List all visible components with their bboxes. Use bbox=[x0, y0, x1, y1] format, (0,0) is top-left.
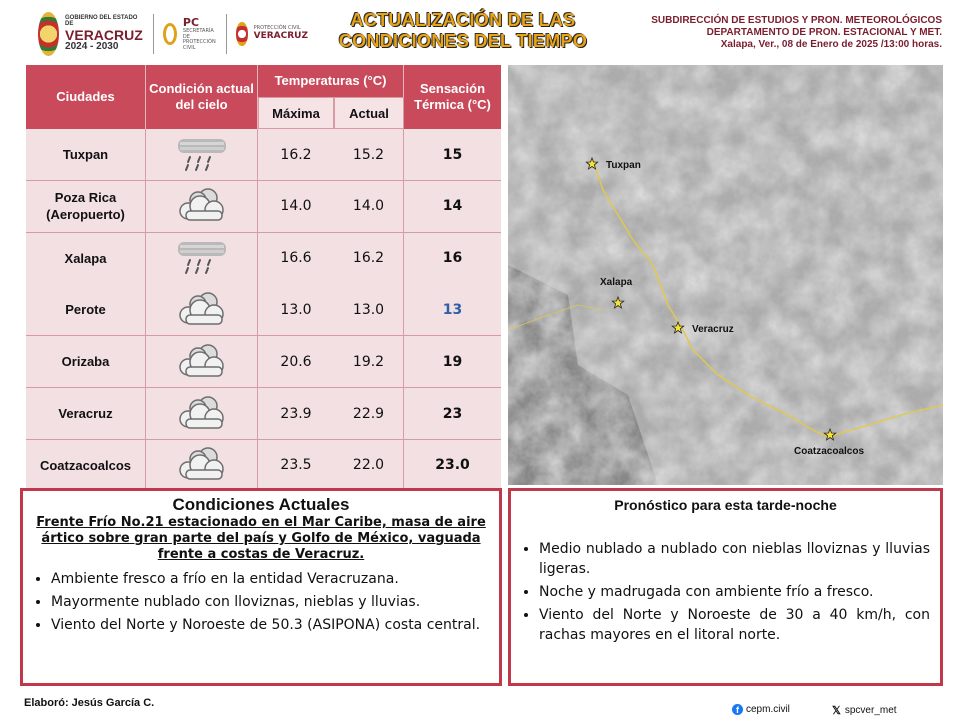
header-condition: Condición actual del cielo bbox=[146, 65, 258, 129]
max-temp: 16.6 bbox=[280, 250, 312, 267]
actual-temp: 16.2 bbox=[334, 233, 404, 284]
sensation-temp: 23.0 bbox=[435, 457, 470, 474]
table-row bbox=[26, 181, 501, 233]
actual-temp: 15.2 bbox=[334, 129, 404, 180]
x-handle: spcver_met bbox=[844, 705, 897, 716]
author-credit: Elaboró: Jesús García C. bbox=[24, 697, 155, 709]
header-max: Máxima bbox=[258, 97, 334, 129]
actual-temp: 22.0 bbox=[334, 440, 404, 491]
x-logo-icon: 𝕏 bbox=[832, 705, 841, 717]
city-name: Perote bbox=[26, 284, 146, 335]
current-summary: Frente Frío No.21 estacionado en el Mar Caribe, masa de aire ártico sobre gran parte del país y Golfo de México, vaguada frente a costas de Veracruz. bbox=[36, 515, 486, 562]
actual-temp: 14.0 bbox=[334, 181, 404, 232]
satellite-image bbox=[508, 65, 943, 485]
current-bullet-2: • Mayormente nublado con lloviznas, nieblas y lluvias. bbox=[51, 592, 489, 612]
pc-sub: SECRETARÍA DE PROTECCIÓN CIVIL bbox=[182, 28, 216, 51]
header-cities: Ciudades bbox=[26, 65, 146, 129]
max-temp: 23.9 bbox=[280, 405, 312, 422]
table-row bbox=[26, 233, 501, 285]
max-temp: 16.2 bbox=[280, 146, 312, 163]
city-name: Xalapa bbox=[26, 233, 146, 284]
gov-state: VERACRUZ bbox=[65, 26, 143, 43]
actual-temp: 19.2 bbox=[334, 336, 404, 387]
sky-condition-cell bbox=[146, 129, 258, 180]
sensation-temp: 13 bbox=[442, 301, 463, 318]
current-title: Condiciones Actuales bbox=[172, 495, 350, 514]
inst-label: PROTECCIÓN CIVIL bbox=[253, 25, 301, 32]
table-row bbox=[26, 388, 501, 440]
cloudy-icon bbox=[172, 290, 232, 330]
table-row bbox=[26, 284, 501, 336]
satellite-map bbox=[508, 65, 943, 485]
pc-label: PC bbox=[182, 15, 200, 29]
header-logos bbox=[38, 8, 308, 60]
current-bullets bbox=[23, 569, 499, 635]
header-actual: Actual bbox=[334, 97, 404, 129]
inst-state: VERACRUZ bbox=[253, 30, 309, 41]
sky-condition-cell bbox=[146, 284, 258, 335]
title-line-1: ACTUALIZACIÓN DE LAS bbox=[350, 10, 576, 30]
cloudy-icon bbox=[172, 342, 232, 382]
sky-condition-cell bbox=[146, 440, 258, 491]
max-temp: 14.0 bbox=[280, 198, 312, 215]
cloudy-icon bbox=[172, 394, 232, 434]
map-city-label: Coatzacoalcos bbox=[794, 446, 865, 457]
map-city-label: Tuxpan bbox=[606, 160, 641, 171]
government-logo-text bbox=[65, 15, 143, 53]
sensation-temp: 19 bbox=[442, 353, 463, 370]
current-bullet-1: • Ambiente fresco a frío en la entidad Veracruzana. bbox=[51, 569, 489, 589]
city-name: Veracruz bbox=[26, 388, 146, 439]
forecast-bullets bbox=[511, 539, 940, 645]
city-name: Poza Rica (Aeropuerto) bbox=[26, 181, 146, 232]
map-city-label: Xalapa bbox=[600, 277, 633, 288]
gov-label: GOBIERNO DEL ESTADO DE bbox=[65, 15, 138, 28]
current-conditions-panel bbox=[20, 488, 502, 686]
facebook-icon: f bbox=[732, 704, 743, 715]
sensation-temp: 23 bbox=[442, 405, 463, 422]
weather-table bbox=[26, 65, 501, 485]
gov-years: 2024 - 2030 bbox=[65, 41, 119, 53]
header-temperatures: Temperaturas (°C) bbox=[258, 65, 404, 97]
civil-protection-icon bbox=[163, 23, 177, 45]
max-temp: 20.6 bbox=[280, 353, 312, 370]
dept-line-1: SUBDIRECCIÓN DE ESTUDIOS Y PRON. METEOROLÓGICOS bbox=[651, 15, 942, 26]
sensation-temp: 16 bbox=[442, 250, 463, 267]
header-sensation: Sensación Térmica (°C) bbox=[404, 65, 501, 129]
date-line: Xalapa, Ver., 08 de Enero de 2025 /13:00 horas. bbox=[720, 39, 942, 50]
table-row bbox=[26, 129, 501, 181]
facebook-link[interactable] bbox=[732, 704, 790, 715]
forecast-bullet-3: • Viento del Norte y Noroeste de 30 a 40 km/h, con rachas mayores en el litoral norte. bbox=[539, 605, 930, 645]
sensation-temp: 15 bbox=[442, 146, 463, 163]
max-temp: 13.0 bbox=[280, 301, 312, 318]
institution-badge-icon bbox=[236, 22, 247, 46]
dept-line-2: DEPARTAMENTO DE PRON. ESTACIONAL Y MET. bbox=[706, 27, 942, 38]
city-name: Orizaba bbox=[26, 336, 146, 387]
state-seal-icon bbox=[38, 12, 59, 56]
cloudy-icon bbox=[172, 445, 232, 485]
drizzle-icon bbox=[172, 238, 232, 278]
pc-logo-text bbox=[183, 17, 216, 51]
forecast-panel bbox=[508, 488, 943, 686]
title-line-2: CONDICIONES DEL TIEMPO bbox=[338, 31, 588, 51]
page-title bbox=[318, 10, 608, 52]
forecast-bullet-2: • Noche y madrugada con ambiente frío a fresco. bbox=[539, 582, 930, 602]
cloudy-icon bbox=[172, 186, 232, 226]
current-bullet-3: • Viento del Norte y Noroeste de 50.3 (ASIPONA) costa central. bbox=[51, 615, 489, 635]
table-row bbox=[26, 336, 501, 388]
facebook-handle: cepm.civil bbox=[746, 704, 790, 715]
table-row bbox=[26, 440, 501, 492]
sensation-temp: 14 bbox=[442, 198, 463, 215]
sky-condition-cell bbox=[146, 336, 258, 387]
sky-condition-cell bbox=[146, 181, 258, 232]
city-name: Coatzacoalcos bbox=[26, 440, 146, 491]
actual-temp: 22.9 bbox=[334, 388, 404, 439]
forecast-bullet-1: • Medio nublado a nublado con nieblas lloviznas y lluvias ligeras. bbox=[539, 539, 930, 579]
map-city-label: Veracruz bbox=[692, 324, 734, 335]
max-temp: 23.5 bbox=[280, 457, 312, 474]
x-link[interactable] bbox=[832, 704, 897, 717]
department-heading bbox=[582, 15, 942, 51]
sky-condition-cell bbox=[146, 233, 258, 284]
actual-temp: 13.0 bbox=[334, 284, 404, 335]
sky-condition-cell bbox=[146, 388, 258, 439]
drizzle-icon bbox=[172, 135, 232, 175]
city-name: Tuxpan bbox=[26, 129, 146, 180]
forecast-title: Pronóstico para esta tarde-noche bbox=[614, 497, 837, 513]
institution-logo-text bbox=[254, 26, 308, 41]
